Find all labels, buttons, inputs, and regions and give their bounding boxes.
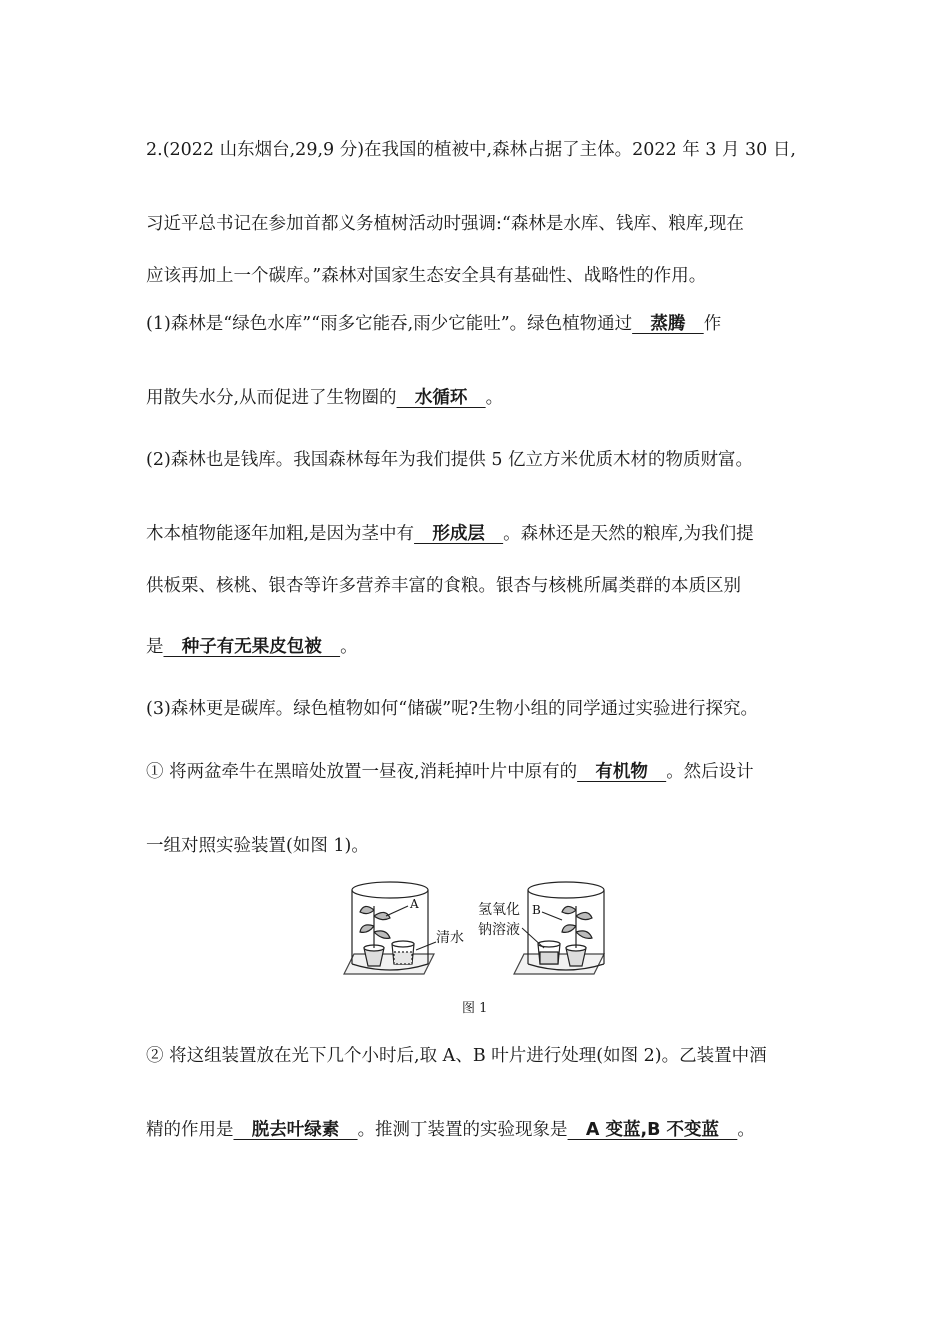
label-naoh-line1: 氢氧化	[478, 902, 520, 918]
label-naoh-line2: 钠溶液	[478, 922, 520, 938]
water-pointer	[416, 942, 436, 950]
part2-line-1: (2)森林也是钱库。我国森林每年为我们提供 5 亿立方米优质木材的物质财富。	[146, 450, 754, 470]
part3-step1-line-1: ① 将两盆牵牛在黑暗处放置一昼夜,消耗掉叶片中原有的 有机物 。然后设计	[146, 762, 754, 782]
answer-water-cycle: 水循环	[396, 388, 486, 408]
part3-step1-line-2: 一组对照实验装置(如图 1)。	[146, 836, 369, 856]
part2-line-4: 是 种子有无果皮包被 。	[146, 637, 358, 657]
label-clear-water: 清水	[436, 930, 464, 946]
naoh-pointer	[522, 928, 544, 948]
figure-1-caption: 图 1	[462, 1001, 488, 1016]
part2-line-3: 供板栗、核桃、银杏等许多营养丰富的食粮。银杏与核桃所属类群的本质区别	[146, 576, 741, 596]
intro-line-2: 习近平总书记在参加首都义务植树活动时强调:“森林是水库、钱库、粮库,现在	[146, 214, 744, 234]
right-apparatus	[514, 882, 604, 974]
label-a: A	[410, 897, 419, 911]
answer-organic-matter: 有机物	[577, 762, 667, 782]
part1-line-2: 用散失水分,从而促进了生物圈的 水循环 。	[146, 388, 504, 408]
figure-1-apparatus	[336, 876, 616, 996]
part3-line-1: (3)森林更是碳库。绿色植物如何“储碳”呢?生物小组的同学通过实验进行探究。	[146, 699, 759, 719]
left-apparatus	[344, 882, 434, 974]
answer-remove-chlorophyll: 脱去叶绿素	[233, 1120, 358, 1140]
part3-step2-line-2: 精的作用是 脱去叶绿素 。推测丁装置的实验现象是 A 变蓝,B 不变蓝 。	[146, 1120, 755, 1140]
answer-blue-result: A 变蓝,B 不变蓝	[567, 1120, 738, 1140]
label-b: B	[532, 903, 541, 917]
answer-cambium: 形成层	[414, 524, 504, 544]
intro-line-3: 应该再加上一个碳库。”森林对国家生态安全具有基础性、战略性的作用。	[146, 266, 707, 286]
part2-line-2: 木本植物能逐年加粗,是因为茎中有 形成层 。森林还是天然的粮库,为我们提	[146, 524, 754, 544]
question-header: 2.(2022 山东烟台,29,9 分)在我国的植被中,森林占据了主体。2022 年 3 月 30 日,	[146, 140, 796, 160]
answer-transpiration: 蒸腾	[632, 314, 704, 334]
part3-step2-line-1: ② 将这组装置放在光下几个小时后,取 A、B 叶片进行处理(如图 2)。乙装置中酒	[146, 1046, 767, 1066]
answer-seed-coat: 种子有无果皮包被	[163, 637, 341, 657]
part1-line-1: (1)森林是“绿色水库”“雨多它能吞,雨少它能吐”。绿色植物通过 蒸腾 作	[146, 314, 722, 334]
